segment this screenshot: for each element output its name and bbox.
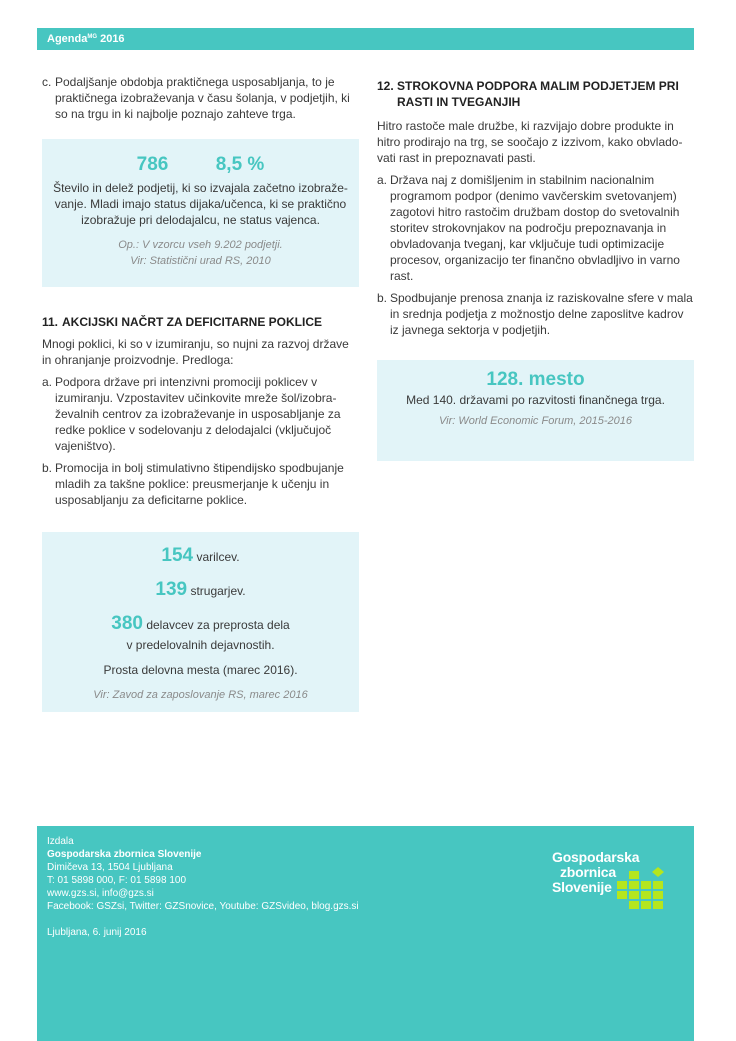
footer-social: Facebook: GSZsi, Twitter: GZSnovice, Youtube: GZSvideo, blog.gzs.si <box>47 901 359 912</box>
section-number: 11. <box>42 315 59 329</box>
vacancy-turners-label: strugarjev. <box>190 584 246 598</box>
section-12-intro: Hitro rastoče male družbe, ki razvijajo dobre produkte in hitro prodirajo na trg, se soočajo z izzivom, kako obvladovati rast in prepoznavati pasti. <box>377 119 683 165</box>
section-number: 12. <box>377 79 394 93</box>
footer-label: Izdala <box>47 836 74 847</box>
header-bar <box>37 28 694 50</box>
list-item-b <box>377 290 694 338</box>
gzs-logo <box>552 850 682 920</box>
vacancy-workers-label: delavcev za preprosta dela <box>146 618 290 632</box>
list-marker: c. <box>42 75 52 89</box>
vacancy-source: Vir: Zavod za zaposlovanje RS, marec 2016 <box>93 689 308 701</box>
footer-address: Dimičeva 13, 1504 Ljubljana <box>47 862 173 873</box>
right-column <box>377 78 694 461</box>
vacancy-workers-count: 380 <box>111 613 143 634</box>
logo-text-line1: Gospodarska <box>552 849 640 865</box>
list-item-text: Podaljšanje obdobja praktičnega usposabljanja, to je praktičnega izobraževanja v času šolanja, v podjetjih, ki so na trgu in ki najbolje poznajo zahteve trga. <box>55 75 350 121</box>
vacancy-caption: Prosta delovna mesta (marec 2016). <box>103 663 298 677</box>
list-marker: a. <box>42 375 53 389</box>
logo-text-line2: zbornica <box>560 864 616 880</box>
left-column <box>42 74 359 712</box>
vacancy-welders-label: varilcev. <box>196 550 240 564</box>
list-item-c <box>42 74 359 122</box>
list-marker: a. <box>377 173 388 187</box>
ranking-description: Med 140. državami po razvitosti finančnega trga. <box>406 393 665 407</box>
list-item-text: Promocija in bolj stimulativno štipendijsko spodbujanje mladih za takšne poklice: preusmerjanje k učenju in usposabljanju za deficitarne poklice. <box>55 461 344 507</box>
vacancy-workers-label-cont: v predelovalnih dejavnostih. <box>126 638 275 652</box>
list-marker: b. <box>42 461 53 475</box>
footer-organization: Gospodarska zbornica Slovenije <box>47 849 202 860</box>
ranking-value: 128. mesto <box>486 369 585 390</box>
logo-text-line3: Slovenije <box>552 879 612 895</box>
header-superscript: MG <box>87 34 98 40</box>
section-12-heading <box>377 78 694 110</box>
stat-note: Op.: V vzorcu vseh 9.202 podjetji. <box>118 239 283 251</box>
vacancy-welders-count: 154 <box>161 545 194 566</box>
section-11-heading <box>42 314 359 330</box>
footer <box>37 826 694 1041</box>
section-11-intro: Mnogi poklici, ki so v izumiranju, so nujni za razvoj države in ohranjanje proizvodnje. Predloga: <box>42 337 349 367</box>
list-item-text: Podpora države pri intenzivni promociji poklicev v izumiranju. Vzpostavitev učinkovite mreže šol/izobraževalnih centrov za izobraževanje in usposabljanje za redke poklice v sodelovanju z delodajalci (vključujoč vajeništvo). <box>55 375 341 453</box>
footer-date: Ljubljana, 6. junij 2016 <box>47 927 147 938</box>
stat-box-ranking <box>377 360 694 461</box>
list-item-text: Država naj z domišljenim in stabilnim nacionalnim programom podpor (denimo vavčerskim svetovanjem) zagotovi hitro rastočim družbam dostop do svetovalnih storitev strokovnjakov na področju prepoznavanja in obvladovanja tveganj, kar vključuje tudi optimizacije procesov, organizacijo ter finančno obvladljivo in varno rast. <box>390 173 680 283</box>
stat-box-companies <box>42 139 359 287</box>
footer-phone: T: 01 5898 000, F: 01 5898 100 <box>47 875 186 886</box>
stat-source: Vir: Statistični urad RS, 2010 <box>130 255 271 267</box>
list-item-a <box>42 374 359 454</box>
ranking-source: Vir: World Economic Forum, 2015-2016 <box>439 415 632 427</box>
stat-box-vacancies <box>42 532 359 712</box>
section-title: AKCIJSKI NAČRT ZA DEFICITARNE POKLICE <box>62 315 323 329</box>
vacancy-turners-count: 139 <box>155 579 188 600</box>
header-year: 2016 <box>100 33 125 45</box>
header-title: Agenda <box>47 33 88 45</box>
logo-mark-icon <box>617 867 665 909</box>
stat-value-share: 8,5 % <box>215 154 265 175</box>
list-item-a <box>377 172 694 284</box>
list-item-text: Spodbujanje prenosa znanja iz raziskovalne sfere v mala in srednja podjetja z možnostjo delne zaposlitve kadrov iz javnega sektorja v podjetjih. <box>390 291 693 337</box>
list-marker: b. <box>377 291 388 305</box>
list-item-b <box>42 460 359 508</box>
stat-description: Število in delež podjetij, ki so izvajala začetno izobraževanje. Mladi imajo status dijaka/učenca, ki se praktično izobražuje pri delodajalcu, ne status vajenca. <box>53 181 348 227</box>
stat-value-count: 786 <box>136 154 169 175</box>
footer-web: www.gzs.si, info@gzs.si <box>47 888 154 899</box>
section-title: STROKOVNA PODPORA MALIM PODJETJEM PRI RASTI IN TVEGANJIH <box>397 79 679 109</box>
